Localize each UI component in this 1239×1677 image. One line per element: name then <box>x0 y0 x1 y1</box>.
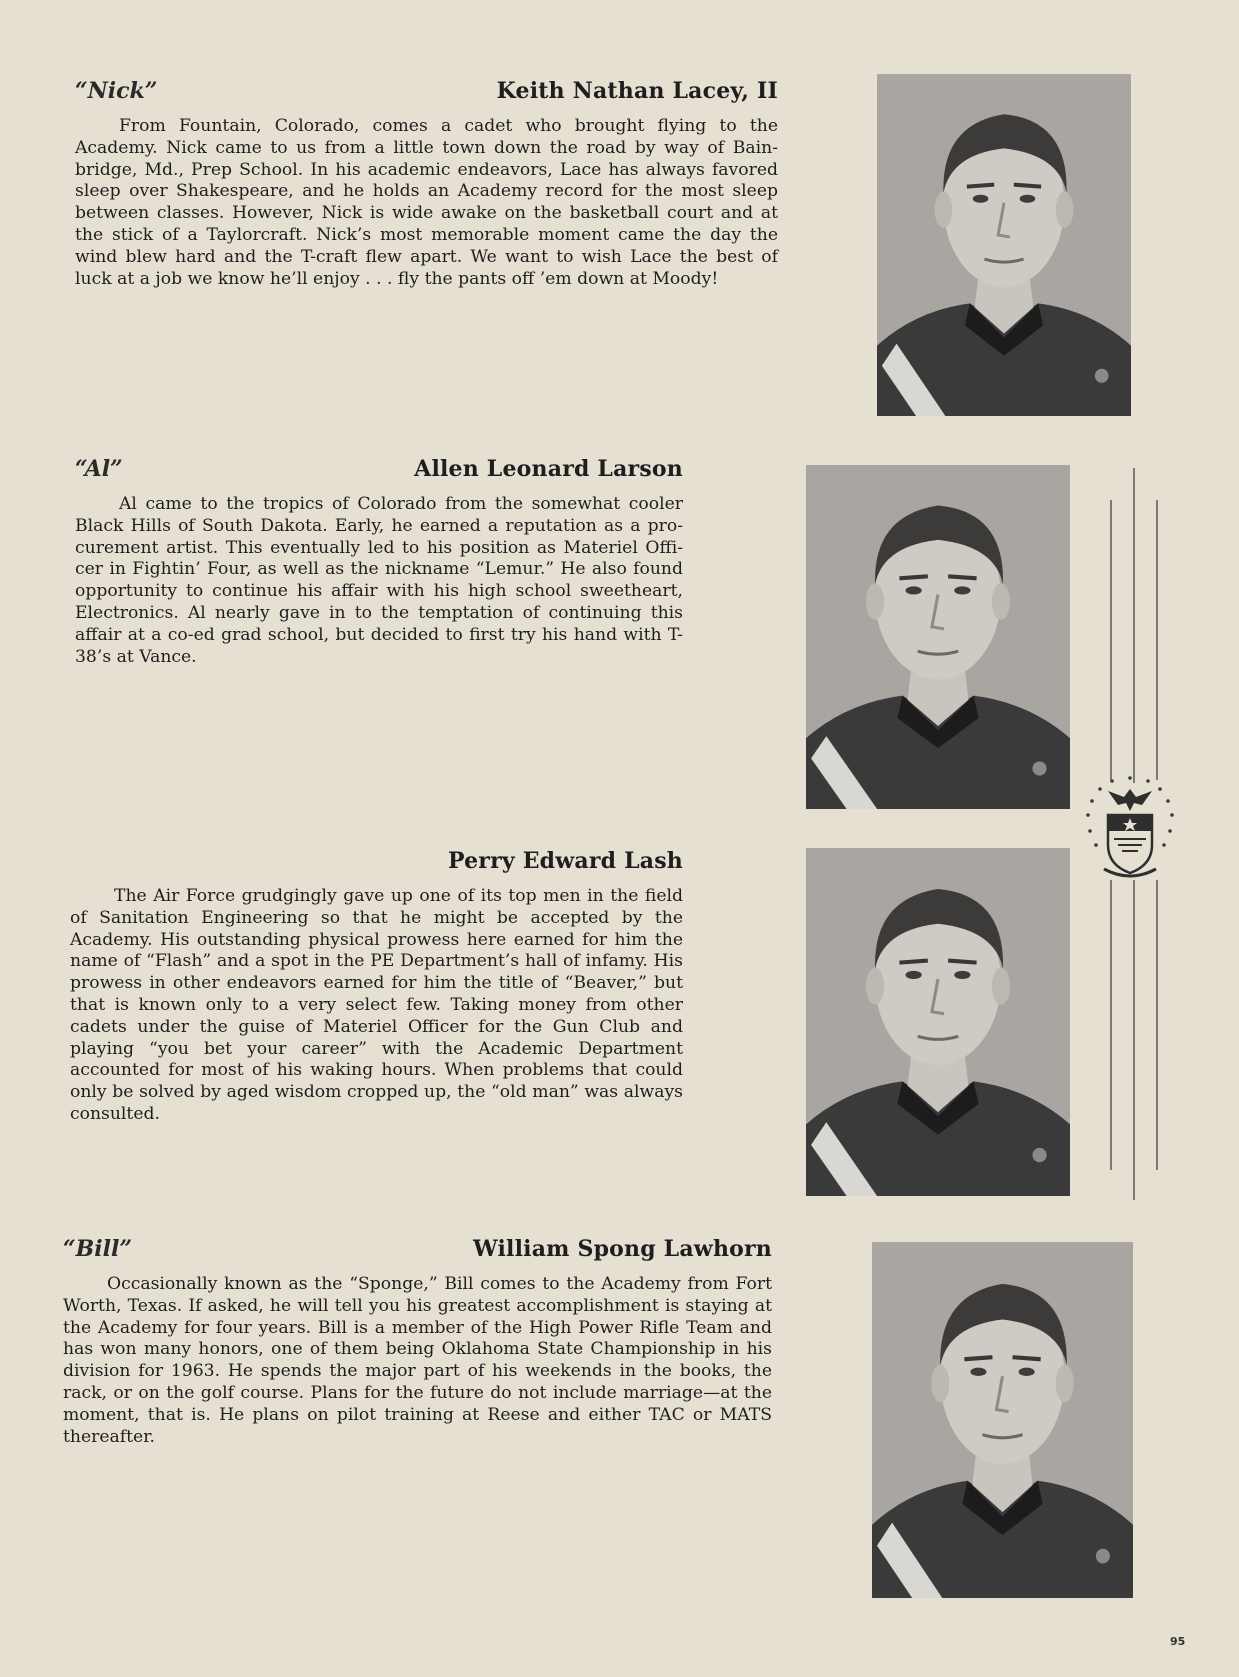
biography: Occasionally known as the “Sponge,” Bill comes to the Academy from Fort Worth, Texas. If asked, he will tell you his greatest accomplishment is staying at the Academy for four years. Bill is a member of the High Power Rifle Team and has won many honors, one of them being Oklahoma State Championship in his division for 1963. He spends the major part of his weekends in the books, the rack, or on the golf course. Plans for the future do not include marriage—at the moment, that is. He plans on pilot training at Reese and either TAC or MATS thereafter. <box>63 1274 772 1447</box>
portrait-photo-lacey <box>877 74 1131 416</box>
nickname: “Bill” <box>63 1236 132 1262</box>
cadet-name: Allen Leonard Larson <box>414 456 683 482</box>
biography: The Air Force grudgingly gave up one of its top men in the field of Sanitation Engineering so that he might be accepted by the Academy. His outstanding physical prowess here earned for him the name of “Flash” and a spot in the PE Department’s hall of infamy. His prowess in other endeavors earned for him the title of “Beaver,” but that is known only to a very select few. Taking money from other cadets under the guise of Materiel Officer for the Gun Club and playing “you bet your career” with the Academic Department accounted for most of his waking hours. When problems that could only be solved by aged wisdom cropped up, the “old man” was always consulted. <box>70 886 683 1124</box>
decorative-rule <box>1156 880 1158 1170</box>
biography: From Fountain, Colorado, comes a cadet who brought flying to the Academy. Nick came to us from a little town down the road by way of Bainbridge, Md., Prep School. In his academic endeavors, Lace has always favored sleep over Shakespeare, and he holds an Academy record for the most sleep between classes. However, Nick is wide awake on the basketball court and at the stick of a Taylorcraft. Nick’s most memorable moment came the day the wind blew hard and the T-craft flew apart. We want to wish Lace the best of luck at a job we know he’ll enjoy . . . fly the pants off ’em down at Moody! <box>75 116 778 289</box>
decorative-rule <box>1133 468 1135 783</box>
decorative-rule <box>1110 500 1112 780</box>
entry-lash <box>70 848 683 1126</box>
portrait-photo-lawhorn <box>872 1242 1133 1598</box>
cadet-name: William Spong Lawhorn <box>472 1236 772 1262</box>
air-force-academy-crest-icon <box>1082 775 1178 883</box>
decorative-rule <box>1156 500 1158 780</box>
cadet-name: Perry Edward Lash <box>447 848 683 874</box>
decorative-rule <box>1110 880 1112 1170</box>
portrait-photo-larson <box>806 465 1070 809</box>
entry-larson <box>75 456 683 668</box>
page-number: 95 <box>1170 1635 1186 1648</box>
decorative-rule <box>1133 880 1135 1200</box>
entry-lacey <box>75 78 778 290</box>
entry-lawhorn <box>63 1236 772 1448</box>
nickname: “Nick” <box>75 78 158 104</box>
portrait-photo-lash <box>806 848 1070 1196</box>
nickname: “Al” <box>75 456 123 482</box>
cadet-name: Keith Nathan Lacey, II <box>496 78 778 104</box>
biography: Al came to the tropics of Colorado from the somewhat cooler Black Hills of South Dakota. Early, he earned a reputation as a procurement artist. This eventually led to his position as Materiel Officer in Fightin’ Four, as well as the nickname “Lemur.” He also found opportunity to continue his affair with his high school sweetheart, Electronics. Al nearly gave in to the temptation of continuing this affair at a co-ed grad school, but decided to first try his hand with T-38’s at Vance. <box>75 494 683 667</box>
